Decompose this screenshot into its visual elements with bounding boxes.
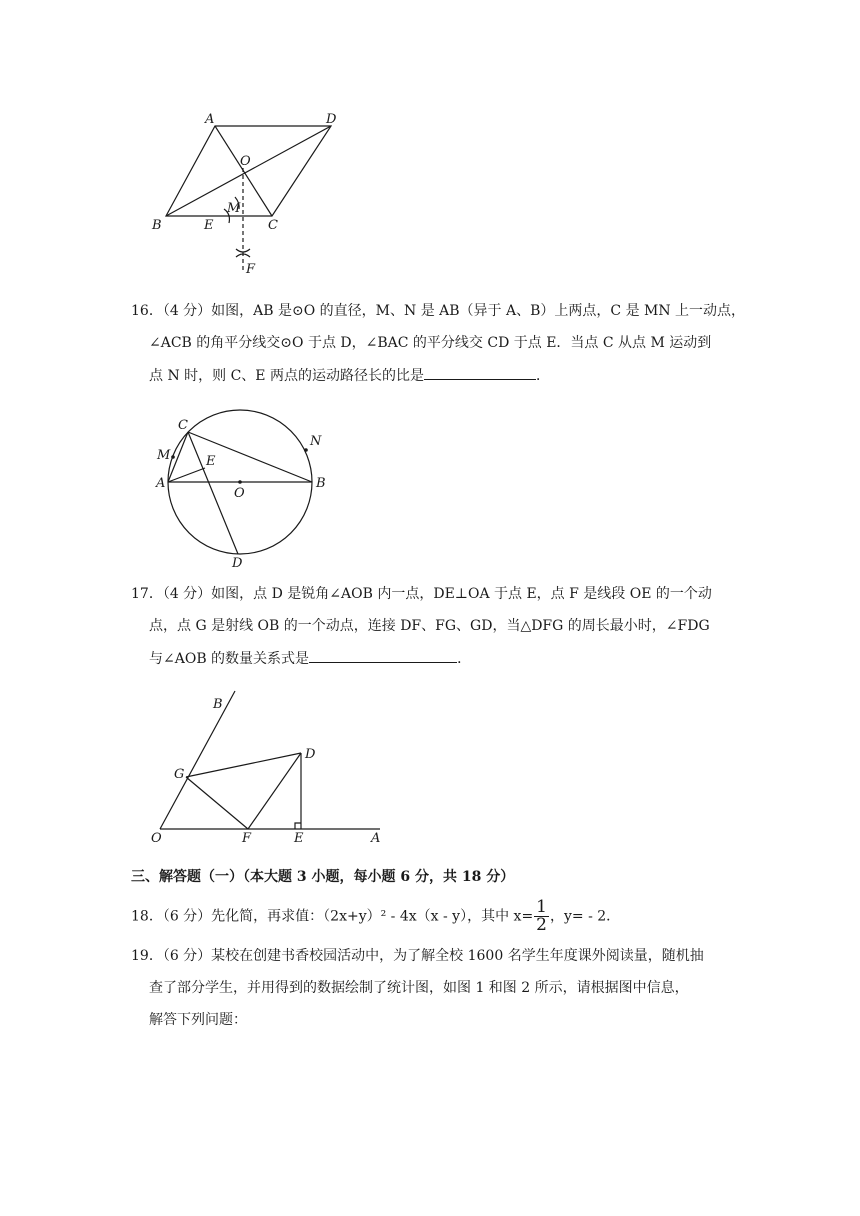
q17-line2: 点，点 G 是射线 OB 的一个动点，连接 DF、FG、GD，当△DFG 的周长最小时，∠FDG: [149, 618, 710, 634]
right-angle-mark: [295, 823, 301, 829]
figure-circle: [150, 405, 340, 570]
label-N: N: [310, 434, 322, 449]
label-C: C: [178, 418, 188, 433]
segment-gd: [186, 753, 301, 777]
label-M: M: [157, 448, 171, 463]
q18-line: [131, 899, 620, 934]
label-F: F: [242, 831, 252, 846]
q16-line1: 16．（4 分）如图，AB 是⊙O 的直径，M、N 是 AB（异于 A、B）上两点，C 是 MN 上一动点，: [131, 303, 746, 319]
figure-angle: [145, 688, 390, 848]
label-F: F: [246, 262, 256, 277]
label-D: D: [326, 112, 337, 127]
segment-ae: [168, 468, 205, 482]
q16-line2: ∠ACB 的角平分线交⊙O 于点 D，∠BAC 的平分线交 CD 于点 E．当点 C 从点 M 运动到: [149, 335, 712, 351]
label-A: A: [205, 112, 215, 127]
label-C: C: [268, 218, 278, 233]
chord-cd: [188, 432, 238, 554]
label-D: D: [305, 747, 316, 762]
label-B: B: [316, 476, 326, 491]
label-E: E: [206, 454, 216, 469]
q19-line3: 解答下列问题：: [149, 1012, 247, 1028]
label-A: A: [156, 476, 166, 491]
label-A: A: [371, 831, 381, 846]
q16-answer-blank[interactable]: [424, 364, 536, 380]
q17-line3-text: 与∠AOB 的数量关系式是: [149, 651, 310, 667]
point-m: [171, 455, 175, 459]
label-B: B: [213, 697, 223, 712]
q18-fraction-numerator: 1: [536, 897, 547, 917]
label-M: M: [227, 201, 241, 216]
q16-line3: [149, 364, 550, 387]
q18-text-end: ，y= - 2．: [550, 908, 621, 925]
label-O: O: [240, 154, 251, 169]
q17-line1: 17．（4 分）如图，点 D 是锐角∠AOB 内一点，DE⊥OA 于点 E，点 F 是线段 OE 的一个动: [131, 586, 712, 602]
chord-ac: [168, 432, 188, 482]
q18-fraction-denominator: 2: [536, 915, 547, 935]
circle-diagram: [150, 405, 340, 570]
label-E: E: [204, 218, 214, 233]
question-18: [131, 893, 741, 933]
arc-mark-f-upper: [236, 249, 250, 252]
label-O: O: [151, 831, 162, 846]
label-B: B: [152, 218, 162, 233]
point-n: [304, 448, 308, 452]
q19-line2: 查了部分学生，并用得到的数据绘制了统计图，如图 1 和图 2 所示，请根据图中信息，: [149, 980, 689, 996]
q17-line3-end: ．: [457, 651, 472, 667]
segment-fd: [248, 753, 301, 829]
figure-parallelogram: [140, 105, 360, 280]
segment-gf: [186, 777, 248, 829]
q18-fraction: [534, 899, 549, 934]
q18-text: 18．（6 分）先化简，再求值：（2x+y）² - 4x（x - y），其中 x=: [131, 908, 534, 925]
center-point-o: [238, 480, 242, 484]
q16-line3-end: ．: [535, 368, 550, 384]
label-D: D: [232, 556, 243, 571]
label-O: O: [234, 486, 245, 501]
angle-diagram: [145, 688, 390, 848]
q16-line3-text: 点 N 时，则 C、E 两点的运动路径长的比是: [149, 368, 424, 384]
q17-line3: [149, 647, 471, 670]
q19-line1: 19．（6 分）某校在创建书香校园活动中，为了解全校 1600 名学生年度课外阅读量，随机抽: [131, 948, 704, 964]
label-E: E: [294, 831, 304, 846]
label-G: G: [174, 767, 185, 782]
section-heading-3: 三、解答题（一）（本大题 3 小题，每小题 6 分，共 18 分）: [131, 869, 515, 885]
q17-answer-blank[interactable]: [309, 647, 457, 663]
parallelogram-diagram: [140, 105, 360, 280]
